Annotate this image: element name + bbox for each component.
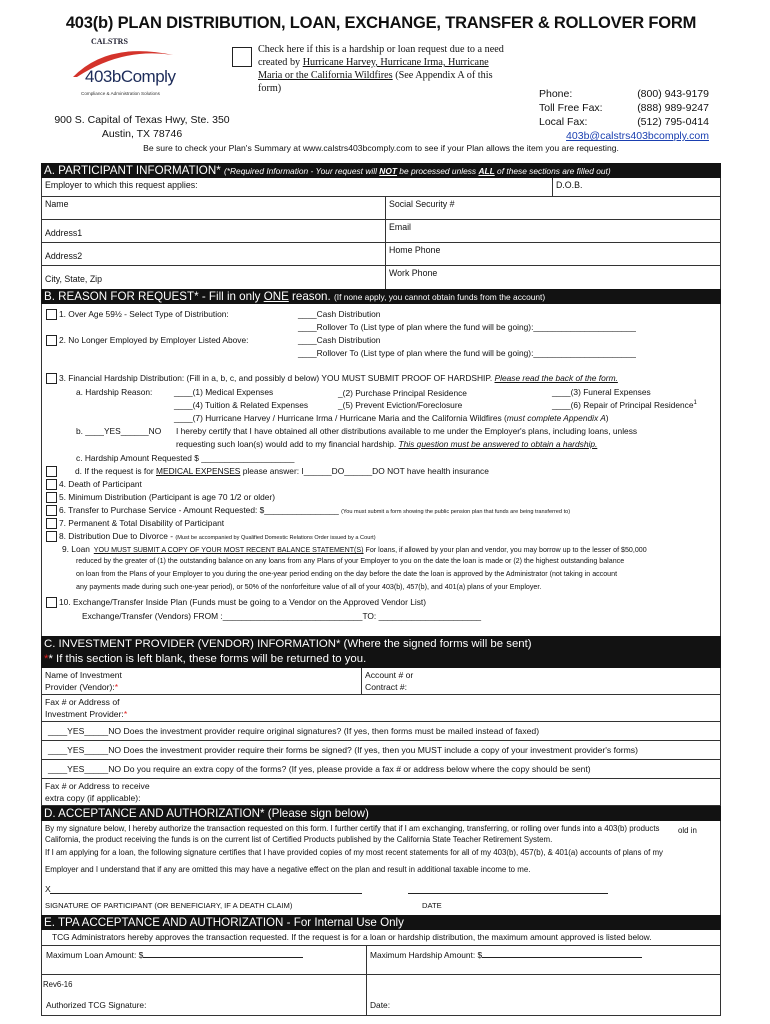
- authorized-signature-field[interactable]: Authorized TCG Signature:: [46, 1000, 147, 1010]
- acceptance-section: [41, 821, 721, 915]
- authorization-text-2: California, the product receiving the funds is on the current list of Certified Products published by the California State Teacher Retirement System.: [45, 835, 553, 844]
- hardship-repair-option[interactable]: ____(6) Repair of Principal Residence$^1$: [552, 400, 697, 410]
- participant-signature-line[interactable]: [50, 893, 362, 894]
- extra-copy-field[interactable]: Fax # or Address to receive extra copy (if applicable):: [45, 781, 150, 803]
- reason-9-loan-line-2: reduced by the greater of (1) the outstanding balance on any loans from any Plans of your Employer to you on the date the loan is made or (2) the highest outstanding balance: [76, 557, 625, 565]
- rollover-option-2[interactable]: ____Rollover To (List type of plan where the fund will be going):______________________: [298, 348, 636, 358]
- calstrs-403bcomply-logo: [63, 37, 183, 109]
- logo-brand-text: 403bComply: [85, 67, 176, 86]
- hardship-eviction-option[interactable]: _(5) Prevent Eviction/Foreclosure: [338, 400, 463, 410]
- city-row: [42, 266, 720, 289]
- hardship-certify-yes-no[interactable]: b. ____YES______NO: [76, 426, 162, 436]
- address1-field[interactable]: Address1: [42, 220, 386, 242]
- extra-copy-question[interactable]: ____YES_____NO Do you require an extra copy of the forms? (If yes, please provide a fax # or address below where the copy should be sent): [42, 760, 720, 779]
- hardship-checkbox[interactable]: [232, 47, 252, 67]
- vendor-fax-field[interactable]: Fax # or Address of Investment Provider:*: [45, 697, 128, 719]
- max-loan-amount-field[interactable]: Maximum Loan Amount: $: [46, 950, 303, 960]
- tpa-column-divider: [366, 945, 367, 1015]
- authorization-text-1-end: old in: [678, 826, 697, 835]
- hardship-reason-label: a. Hardship Reason:: [76, 387, 153, 397]
- participant-table: [41, 178, 721, 289]
- vendor-fax-row: [42, 695, 720, 722]
- reason-6-row[interactable]: 6. Transfer to Purchase Service - Amount Requested: $________________ (You must submit a form showing the public pension plan that funds are being transferred to): [46, 505, 570, 516]
- tpa-divider: [42, 945, 720, 946]
- extra-copy-row: [42, 779, 720, 806]
- ssn-field[interactable]: Social Security #: [389, 199, 455, 209]
- reason-3-row[interactable]: 3. Financial Hardship Distribution: (Fill in a, b, c, and possibly d below) YOU MUST SUBMIT PROOF OF HARDSHIP. Please read the back of the form.: [46, 373, 618, 384]
- signature-date-label: DATE: [422, 901, 442, 910]
- reason-10-row[interactable]: 10. Exchange/Transfer Inside Plan (Funds must be going to a Vendor on the Approved Vendor List): [46, 597, 426, 608]
- section-c-subtitle: ** If this section is left blank, these forms will be returned to you.: [44, 653, 367, 665]
- reason-5-checkbox[interactable]: [46, 492, 57, 503]
- contact-phone: Phone: (800) 943-9179: [539, 88, 709, 100]
- account-number-field[interactable]: Account # or Contract #:: [365, 670, 414, 692]
- tpa-row-divider: [42, 974, 720, 975]
- reason-4-row[interactable]: 4. Death of Participant: [46, 479, 142, 490]
- tpa-approval-text: TCG Administrators hereby approves the transaction requested. If the request is for a loan or hardship distribution, the maximum amount approved is listed below.: [52, 932, 652, 942]
- hardship-residence-option[interactable]: _(2) Purchase Principal Residence: [338, 388, 467, 398]
- hardship-tuition-option[interactable]: ____(4) Tuition & Related Expenses: [174, 400, 309, 410]
- hardship-disaster-links[interactable]: Hurricane Harvey, Hurricane Irma, Hurricane Maria or the California Wildfires: [258, 57, 489, 81]
- reason-6-checkbox[interactable]: [46, 505, 57, 516]
- reason-7-row[interactable]: 7. Permanent & Total Disability of Participant: [46, 518, 224, 529]
- reason-3-checkbox[interactable]: [46, 373, 57, 384]
- hardship-certify-text-2: requesting such loan(s) would add to my financial hardship. This question must be answered to obtain a hardship.: [176, 439, 598, 449]
- hardship-check-text: Check here if this is a hardship or loan request due to a need created by Hurricane Harvey, Hurricane Irma, Hurricane Maria or the California Wildfires (See Appendix A of this form): [258, 44, 504, 94]
- address-line-2: Austin, TX 78746: [101, 128, 183, 140]
- vendor-name-row: [42, 668, 720, 695]
- form-title: 403(b) PLAN DISTRIBUTION, LOAN, EXCHANGE, TRANSFER & ROLLOVER FORM: [65, 14, 697, 32]
- section-d-header: D. ACCEPTANCE AND AUTHORIZATION* (Please sign below): [41, 806, 721, 821]
- reason-1-checkbox[interactable]: [46, 309, 57, 320]
- hardship-funeral-option[interactable]: ____(3) Funeral Expenses: [552, 387, 651, 397]
- reason-section: [41, 304, 721, 636]
- read-back-link[interactable]: Please read the back of the form.: [494, 373, 618, 383]
- section-b-header: B. REASON FOR REQUEST* - Fill in only ONE reason. (If none apply, you cannot obtain funds from the account): [41, 289, 721, 304]
- reason-7-checkbox[interactable]: [46, 518, 57, 529]
- section-e-header: E. TPA ACCEPTANCE AND AUTHORIZATION - For Internal Use Only: [41, 915, 721, 930]
- address1-row: [42, 220, 720, 243]
- max-hardship-amount-field[interactable]: Maximum Hardship Amount: $: [370, 950, 642, 960]
- employer-field[interactable]: Employer to which this request applies:: [42, 178, 553, 196]
- reason-1-row[interactable]: 1. Over Age 59½ - Select Type of Distribution:: [46, 309, 229, 320]
- authorization-text-3: If I am applying for a loan, the following signature certifies that I have provided copies of my most recent statements for all of my 403(b), 457(b), & 401(a) accounts of plans of my: [45, 848, 663, 857]
- contact-toll-free-fax: Toll Free Fax: (888) 989-9247: [539, 102, 709, 114]
- reason-10-checkbox[interactable]: [46, 597, 57, 608]
- form-header: [41, 33, 721, 142]
- tpa-section: [41, 930, 721, 1016]
- dob-field[interactable]: D.O.B.: [556, 180, 583, 190]
- reason-9-loan-line-4: any payments made during such one-year period), or 50% of the nonforfeiture value of all of your 403(b), 457(b), and 401(a) plans of your Employer.: [76, 583, 542, 591]
- hardship-disaster-option[interactable]: ____(7) Hurricane Harvey / Hurricane Irma / Hurricane Maria and the California Wildfires (must complete Appendix A): [174, 413, 609, 423]
- contact-email-link[interactable]: 403b@calstrs403bcomply.com: [566, 130, 709, 142]
- section-c-title: C. INVESTMENT PROVIDER (VENDOR) INFORMATION* (Where the signed forms will be sent): [44, 638, 532, 650]
- address-line-1: 900 S. Capital of Texas Hwy, Ste. 350: [54, 114, 230, 126]
- signature-x-mark: X: [45, 884, 51, 894]
- tpa-date-field[interactable]: Date:: [370, 1000, 391, 1010]
- reason-5-row[interactable]: 5. Minimum Distribution (Participant is age 70 1/2 or older): [46, 492, 275, 503]
- employer-row[interactable]: [42, 178, 720, 197]
- reason-9-loan-line-1[interactable]: 9. Loan YOU MUST SUBMIT A COPY OF YOUR MOST RECENT BALANCE STATEMENT(S) For loans, if allowed by your plan and vendor, you may borrow up to the lesser of $50,000: [62, 544, 647, 554]
- address2-field[interactable]: Address2: [42, 243, 386, 265]
- vendor-info-table: [41, 668, 721, 806]
- section-a-note: (*Required Information - Your request will NOT be processed unless ALL of these sections are filled out): [223, 166, 611, 176]
- name-field[interactable]: Name: [42, 197, 386, 219]
- work-phone-field[interactable]: Work Phone: [389, 268, 438, 278]
- cash-distribution-option-1[interactable]: ____Cash Distribution: [298, 309, 381, 319]
- logo-tagline: Compliance & Administration Solutions: [81, 91, 160, 96]
- section-c-header: [41, 636, 721, 668]
- original-signatures-question[interactable]: ____YES_____NO Does the investment provider require original signatures? (If yes, then forms must be mailed instead of faxed): [42, 722, 720, 741]
- reason-2-checkbox[interactable]: [46, 335, 57, 346]
- company-address: [47, 113, 237, 141]
- contact-local-fax: Local Fax: (512) 795-0414: [539, 116, 709, 128]
- rollover-option-1[interactable]: ____Rollover To (List type of plan where the fund will be going):______________________: [298, 322, 636, 332]
- email-field[interactable]: Email: [389, 222, 411, 232]
- section-b-note: (If none apply, you cannot obtain funds from the account): [333, 292, 546, 302]
- reason-9-loan-line-3: on loan from the Plans of your Employer to you during the one-year period ending on the day before the date the loan is approved by the Administrator (not taking in account: [76, 570, 618, 578]
- reason-8-row[interactable]: 8. Distribution Due to Divorce - (Must be accompanied by Qualified Domestic Relations Order issued by a Court): [46, 531, 376, 542]
- vendor-name-field[interactable]: Name of Investment Provider (Vendor):*: [42, 668, 362, 694]
- logo-top-text: CALSTRS: [91, 37, 128, 46]
- reason-d-checkbox[interactable]: [46, 466, 57, 477]
- contact-info: [539, 87, 709, 143]
- authorization-text-4: Employer and I understand that if any are omitted this may have a negative effect on the plan and result in additional taxable income to me.: [45, 865, 531, 874]
- reason-2-row[interactable]: 2. No Longer Employed by Employer Listed Above:: [46, 335, 248, 346]
- name-row: [42, 197, 720, 220]
- hardship-medical-option[interactable]: ____(1) Medical Expenses: [174, 387, 274, 397]
- city-state-zip-field[interactable]: City, State, Zip: [42, 266, 386, 289]
- revision-label: Rev6-16: [43, 980, 73, 989]
- participant-signature-label: SIGNATURE OF PARTICIPANT (OR BENEFICIARY, IF A DEATH CLAIM): [45, 901, 293, 910]
- provider-forms-question[interactable]: ____YES_____NO Does the investment provider require their forms be signed? (If yes, then you MUST include a copy of your investment provider's forms): [42, 741, 720, 760]
- address2-row: [42, 243, 720, 266]
- cash-distribution-option-2[interactable]: ____Cash Distribution: [298, 335, 381, 345]
- section-a-header: A. PARTICIPANT INFORMATION* (*Required Information - Your request will NOT be processed unless ALL of these sections are filled out): [41, 163, 721, 178]
- signature-date-line[interactable]: [408, 893, 608, 894]
- form-page: [41, 14, 721, 1016]
- reason-8-checkbox[interactable]: [46, 531, 57, 542]
- exchange-transfer-vendors[interactable]: Exchange/Transfer (Vendors) FROM :______________________________TO: ______________________: [82, 611, 482, 621]
- reason-4-checkbox[interactable]: [46, 479, 57, 490]
- hardship-certify-text-1: I hereby certify that I have obtained all other distributions available to me under the Employer's plans, including loans, unless: [176, 426, 638, 436]
- plan-summary-note: Be sure to check your Plan's Summary at www.calstrs403bcomply.com to see if your Plan allows the item you are requesting.: [143, 143, 619, 153]
- authorization-text-1: By my signature below, I hereby authorize the transaction requested on this form. I further certify that if I am exchanging, transferring, or rolling over funds into a 403(b) products: [45, 824, 660, 833]
- home-phone-field[interactable]: Home Phone: [389, 245, 441, 255]
- hardship-amount-field[interactable]: c. Hardship Amount Requested $ ____________________: [76, 453, 295, 463]
- medical-insurance-row[interactable]: d. If the request is for MEDICAL EXPENSES please answer: I______DO______DO NOT have health insurance: [46, 466, 489, 477]
